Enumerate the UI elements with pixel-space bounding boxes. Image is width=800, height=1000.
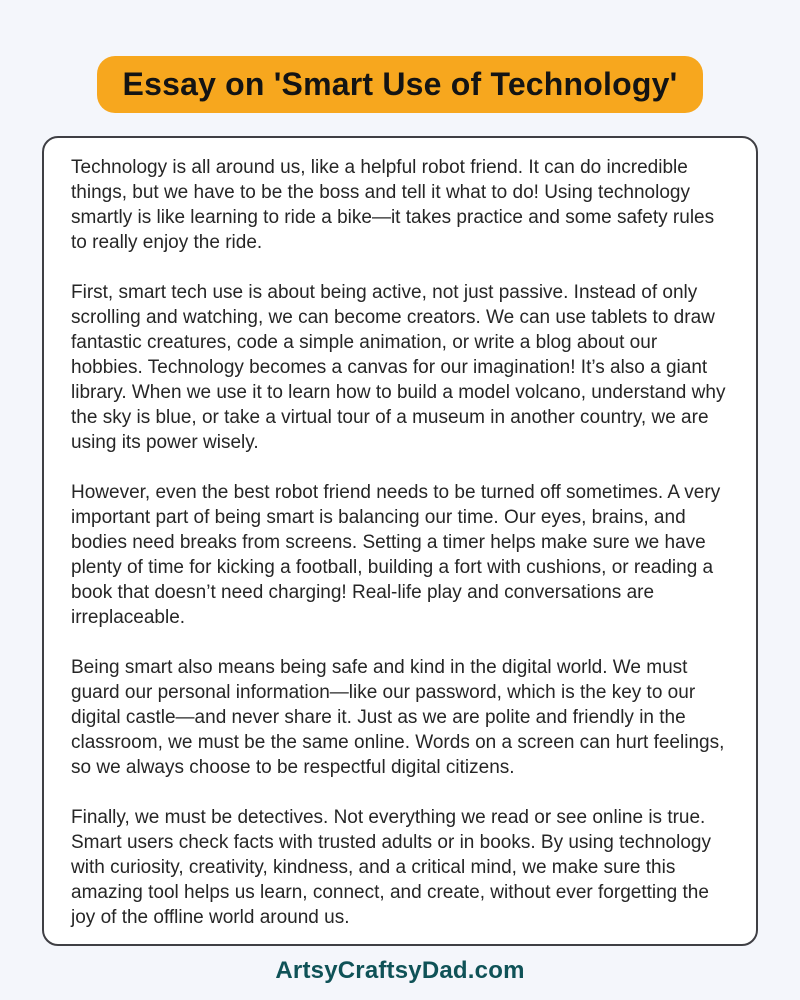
essay-paragraph-4: Being smart also means being safe and kind in the digital world. We must guard our personal information—like our password, which is the key to our digital castle—and never share it. Just as we are polite and friendly in the classroom, we must be the same online. Words on a screen can hurt feelings, so we always choose to be respectful digital citizens. — [71, 657, 725, 778]
site-footer — [275, 957, 524, 985]
essay-card — [42, 136, 758, 946]
title-banner — [97, 56, 704, 113]
essay-paragraph-2: First, smart tech use is about being active, not just passive. Instead of only scrolling and watching, we can become creators. We can use tablets to draw fantastic creatures, code a simple animation, or write a blog about our hobbies. Technology becomes a canvas for our imagination! It’s also a giant library. When we use it to learn how to build a model volcano, understand why the sky is blue, or take a virtual tour of a museum in another country, we are using its power wisely. — [71, 282, 726, 453]
page-title: Essay on 'Smart Use of Technology' — [122, 66, 678, 102]
site-name: ArtsyCraftsyDad.com — [275, 957, 525, 984]
essay-paragraph-3: However, even the best robot friend needs to be turned off sometimes. A very important part of being smart is balancing our time. Our eyes, brains, and bodies need breaks from screens. Setting a timer helps make sure we have plenty of time for kicking a football, building a fort with cushions, or reading a book that doesn’t need charging! Real-life play and conversations are irreplaceable. — [71, 482, 721, 628]
essay-paragraph-1: Technology is all around us, like a helpful robot friend. It can do incredible things, but we have to be the boss and tell it what to do! Using technology smartly is like learning to ride a bike—it takes practice and some safety rules to really enjoy the ride. — [71, 157, 715, 253]
essay-paragraph-5: Finally, we must be detectives. Not everything we read or see online is true. Smart users check facts with trusted adults or in books. By using technology with curiosity, creativity, kindness, and a critical mind, we make sure this amazing tool helps us learn, connect, and create, without ever forgetting the joy of the offline world around us. — [71, 807, 711, 928]
